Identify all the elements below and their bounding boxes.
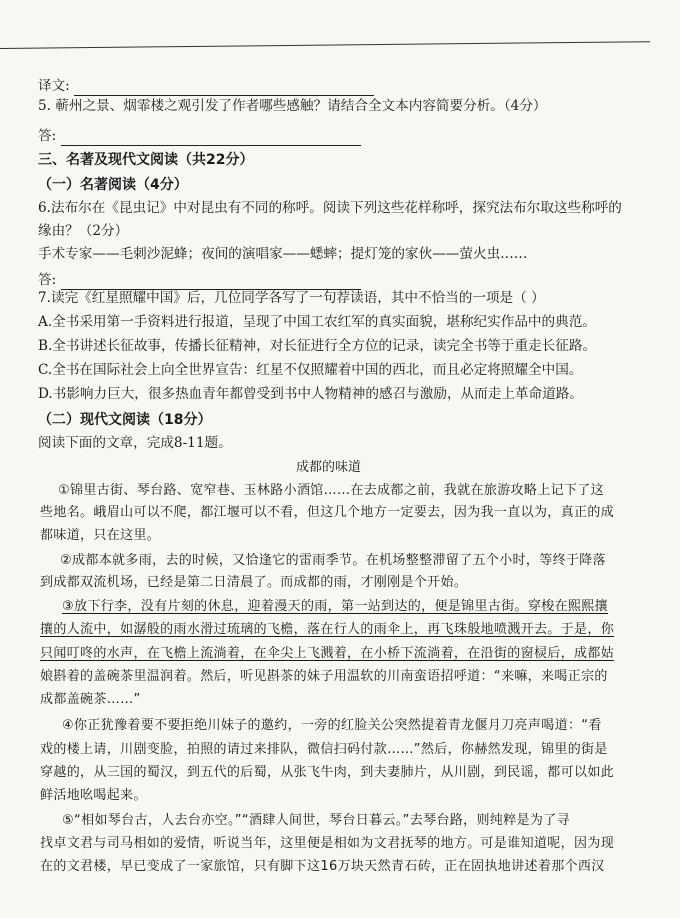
essay-line: 穿越的，从三国的蜀汉，到五代的后蜀，从张飞牛肉，到夫妻肺片，从川剧，到民谣，都可以如此 [40,765,615,780]
q6-answer-label: 答: [38,272,57,288]
q6-line-3: 手术专家——毛刺沙泥蜂；夜间的演唱家——蟋蟀；提灯笼的家伙——萤火虫…… [38,246,528,262]
q5-question: 5. 蕲州之景、烟霏楼之观引发了作者哪些感触？请结合全文本内容简要分析。（4分） [38,98,547,114]
top-rule [0,41,650,49]
essay-line: 些地名。峨眉山可以不爬，都江堰可以不看，但这几个地方一定要去，因为我一直以为，真正的成 [40,505,615,520]
essay-line: ⑤“相如琴台古，人去台亦空。”“酒肆人间世，琴台日暮云。”去琴台路，则纯粹是为了寻 [62,813,570,828]
q7-option-c: C.全书在国际社会上向全世界宣告：红星不仅照耀着中国的西北，而且必定将照耀全中国。 [38,362,583,378]
essay-line: ②成都本就多雨，去的时候，又恰逢它的雷雨季节。在机场整整滞留了五个小时，等终于降落 [60,553,607,568]
q7-option-d: D.书影响力巨大，很多热血青年都曾受到书中人物精神的感召与激励，从而走上革命道路。 [38,386,583,402]
q4-translation-row [38,76,374,96]
essay-line: 都味道，只在这里。 [40,528,161,543]
q7-option-a: A.全书采用第一手资料进行报道，呈现了中国工农红军的真实面貌，堪称纪实作品中的典范。 [38,314,596,330]
q7-question: 7.读完《红星照耀中国》后，几位同学各写了一句荐读语，其中不恰当的一项是（ ） [38,290,545,306]
essay-title: 成都的味道 [296,460,362,475]
part2-heading: （二）现代文阅读（18分） [38,412,212,428]
q6-line-1: 6.法布尔在《昆虫记》中对昆虫有不同的称呼。阅读下列这些花样称呼，探究法布尔取这些称呼的 [38,200,622,216]
essay-line: 娘斟着的盖碗茶里温润着。然后，听见斟茶的妹子用温软的川南蛮语招呼道：“来嘛，来喝正宗的 [40,669,608,684]
essay-line-underlined: ③放下行李，没有片刻的休息，迎着漫天的雨，第一站到达的，便是锦里古街。穿梭在熙熙攘 [62,599,609,614]
q5-answer-label: 答: [38,128,57,144]
essay-line-underlined: 攘的人流中，如潺般的雨水滑过琉璃的飞檐，落在行人的雨伞上，再飞珠般地喷溅开去。于是，你 [40,622,615,637]
part2-instruction: 阅读下面的文章，完成8-11题。 [38,435,232,451]
essay-line: 戏的楼上请，川剧变脸，拍照的请过来排队，微信扫码付款……”然后，你赫然发现，锦里的街是 [40,742,608,757]
part1-heading: （一）名著阅读（4分） [38,177,188,193]
section3-heading: 三、名著及现代文阅读（共22分） [38,152,254,168]
essay-line: 找卓文君与司马相如的爱情，听说当年，这里便是相如为文君抚琴的地方。可是谁知道呢，因为现 [40,836,615,851]
essay-line: ①锦里古街、琴台路、宽窄巷、玉林路小酒馆……在去成都之前，我就在旅游攻略上记下了这 [58,483,605,498]
q6-answer-row [38,270,361,290]
q7-option-b: B.全书讲述长征故事，传播长征精神，对长征进行全方位的记录，读完全书等于重走长征路。 [38,338,597,354]
q6-line-2: 缘由？（2分） [38,223,129,239]
q4-translation-blank[interactable] [74,81,374,96]
q5-answer-row [38,126,361,146]
essay-line: 在的文君楼，早已变成了一家旅馆，只有脚下这16万块天然青石砖，正在固执地讲述着那个西汉 [40,859,605,874]
essay-line: 成都盖碗茶……” [40,692,141,707]
q5-answer-blank[interactable] [61,131,361,146]
q4-translation-label: 译文: [38,78,70,94]
essay-line: ④你正犹豫着要不要拒绝川妹子的邀约，一旁的红脸关公突然提着青龙偃月刀亮声喝道：“看 [62,718,602,733]
essay-line-underlined: 只闻叮咚的水声，在飞檐上流淌着，在伞尖上飞溅着，在小桥下流淌着，在沿街的窗棂后，成都姑 [40,646,615,661]
essay-line: 到成都双流机场，已经是第二日清晨了。而成都的雨，才刚刚是个开始。 [40,575,468,590]
essay-line: 鲜活地吆喝起来。 [40,788,147,803]
